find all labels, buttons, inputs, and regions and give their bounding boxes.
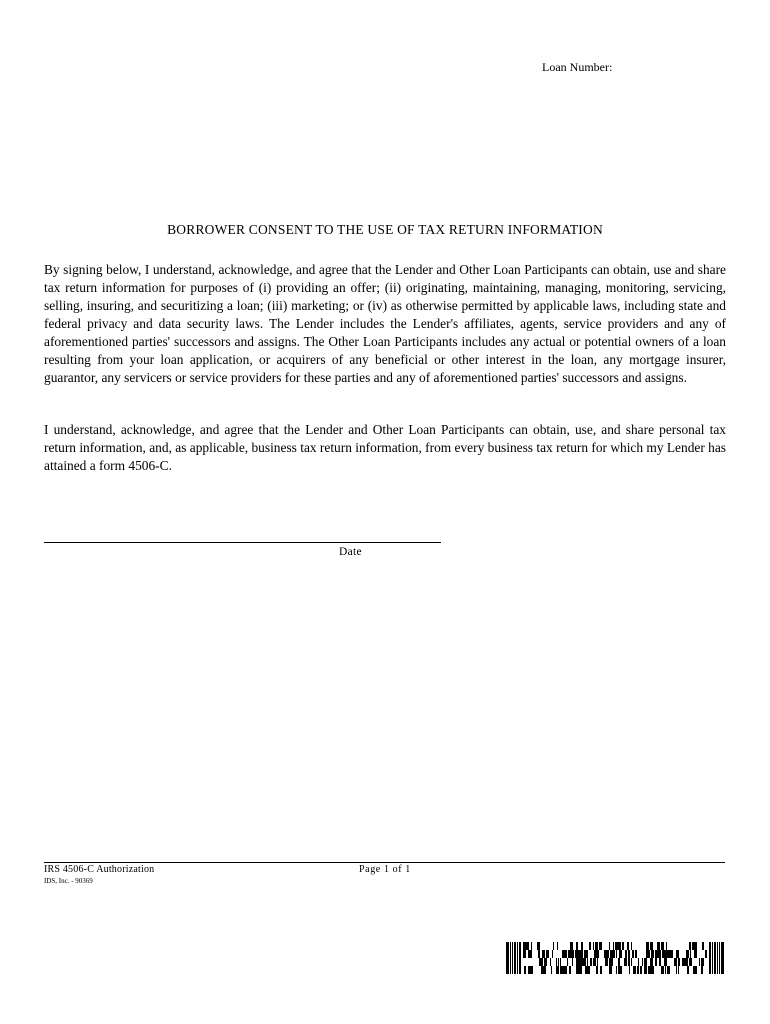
signature-line[interactable] <box>44 542 441 543</box>
consent-paragraph-1: By signing below, I understand, acknowledge, and agree that the Lender and Other Loan Participants can obtain, use and share tax return information for purposes of (i) providing an offer; (ii) originating, maintaining, managing, monitoring, servicing, selling, insuring, and securitizing a loan; (iii) marketing; or (iv) as otherwise permitted by applicable laws, including state and federal privacy and data security laws. The Lender includes the Lender's affiliates, agents, service providers and any of aforementioned parties' successors and assigns. The Other Loan Participants includes any actual or potential owners of a loan resulting from your loan application, or acquirers of any beneficial or other interest in the loan, any mortgage insurer, guarantor, any servicers or service providers for these parties and any of aforementioned parties' successors and assigns. <box>44 262 726 385</box>
document-title: BORROWER CONSENT TO THE USE OF TAX RETURN INFORMATION <box>167 222 603 237</box>
loan-number-label: Loan Number: <box>542 60 613 74</box>
barcode-icon <box>506 942 724 974</box>
footer-form-name: IRS 4506-C Authorization <box>44 864 155 875</box>
date-label: Date <box>339 546 362 558</box>
footer-page-number: Page 1 of 1 <box>359 864 411 875</box>
footer-form-code: IDS, Inc. - 90369 <box>44 877 93 885</box>
footer-divider <box>44 862 725 863</box>
consent-paragraph-2: I understand, acknowledge, and agree that the Lender and Other Loan Participants can obtain, use, and share personal tax return information, and, as applicable, business tax return information, from every business tax return for which my Lender has attained a form 4506-C. <box>44 422 726 473</box>
